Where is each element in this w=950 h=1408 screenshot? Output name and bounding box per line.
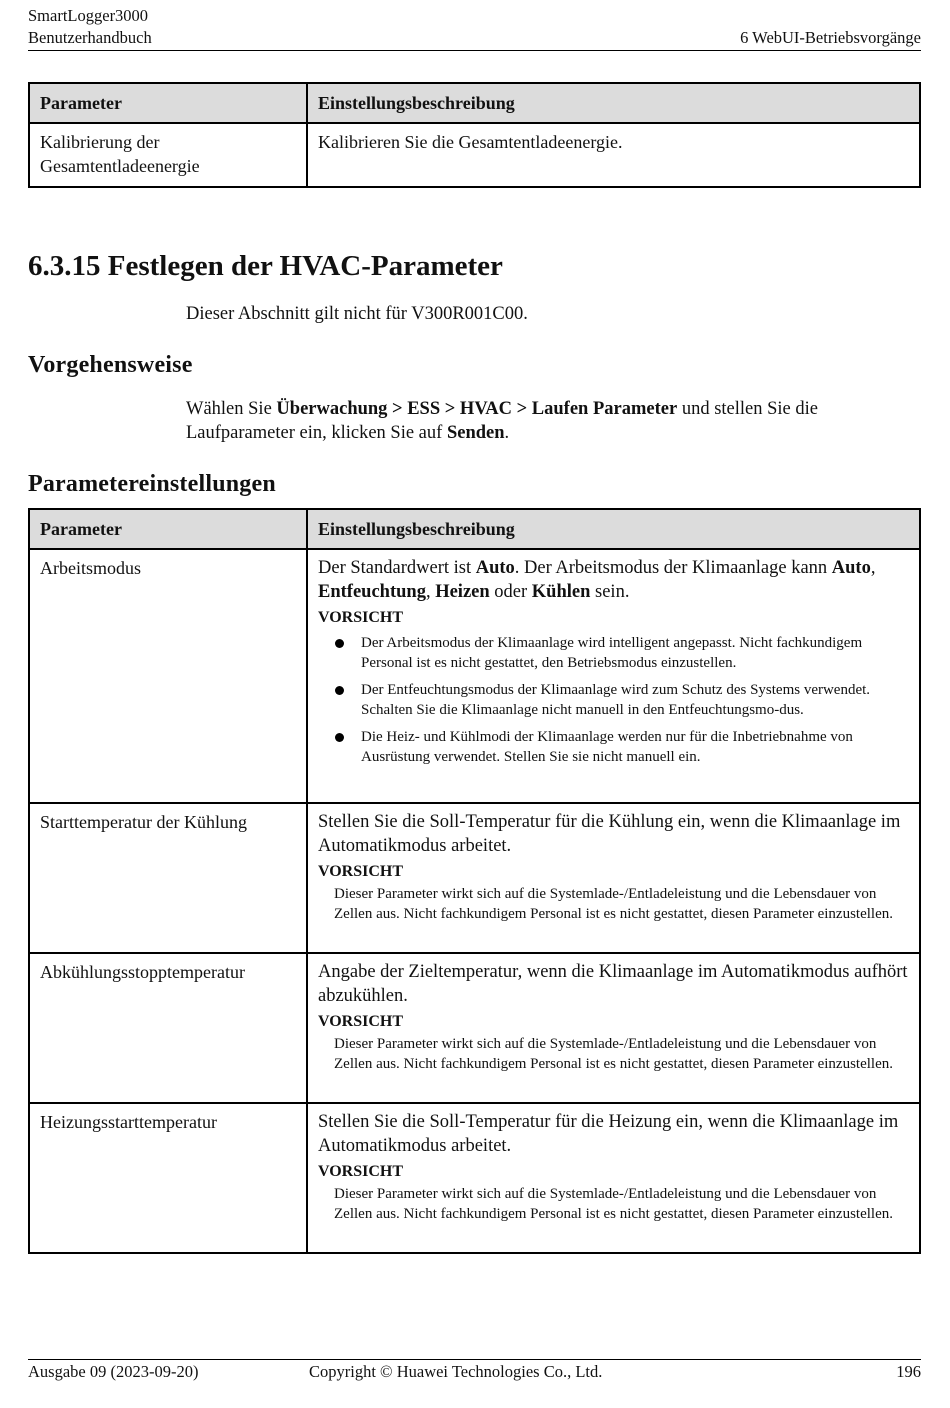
description-text: Angabe der Zieltemperatur, wenn die Klimaanlage im Automatikmodus aufhört abzukühlen. bbox=[318, 962, 908, 1006]
bullet-icon bbox=[335, 639, 344, 648]
caution-text: Dieser Parameter wirkt sich auf die Systemlade-/Entladeleistung und die Lebensdauer von Zellen aus. Nicht fachkundigem Personal ist es nicht gestattet, diesen Parameter einzustellen. bbox=[334, 1186, 893, 1222]
description-text: Stellen Sie die Soll-Temperatur für die Kühlung ein, wenn die Klimaanlage im Automatikmodus arbeitet. bbox=[318, 812, 901, 856]
page-header bbox=[28, 6, 921, 51]
parameter-cell: Arbeitsmodus bbox=[29, 549, 307, 803]
table-row bbox=[29, 123, 920, 187]
settings-heading: Parametereinstellungen bbox=[28, 471, 276, 497]
table-row bbox=[29, 549, 920, 803]
column-header-parameter: Parameter bbox=[29, 509, 307, 549]
caution-label: VORSICHT bbox=[318, 609, 404, 626]
list-item: Die Heiz- und Kühlmodi der Klimaanlage werden nur für die Inbetriebnahme von Ausrüstung verwendet. Stellen Sie sie nicht manuell ein. bbox=[318, 727, 909, 767]
procedure-text: Wählen Sie Überwachung > ESS > HVAC > Laufen Parameter und stellen Sie die Laufparameter ein, klicken Sie auf Senden. bbox=[186, 399, 818, 443]
table-header-row bbox=[29, 83, 920, 123]
product-name: SmartLogger3000 bbox=[28, 6, 149, 25]
issue-date: Ausgabe 09 (2023-09-20) bbox=[28, 1362, 199, 1381]
caution-list bbox=[318, 633, 909, 767]
chapter-title: 6 WebUI-Betriebsvorgänge bbox=[740, 28, 921, 47]
table-header-row bbox=[29, 509, 920, 549]
table-row bbox=[29, 953, 920, 1103]
section-note: Dieser Abschnitt gilt nicht für V300R001C00. bbox=[186, 304, 528, 324]
description-cell bbox=[307, 953, 920, 1103]
description-cell bbox=[307, 549, 920, 803]
menu-path: Überwachung > ESS > HVAC > Laufen Parameter bbox=[276, 399, 678, 419]
document-type: Benutzerhandbuch bbox=[28, 28, 152, 47]
description-text: Der Standardwert ist Auto. Der Arbeitsmodus der Klimaanlage kann Auto, Entfeuchtung, Heizen oder Kühlen sein. bbox=[318, 558, 876, 602]
caution-label: VORSICHT bbox=[318, 1013, 404, 1030]
description-text: Stellen Sie die Soll-Temperatur für die Heizung ein, wenn die Klimaanlage im Automatikmodus arbeitet. bbox=[318, 1112, 899, 1156]
page-footer bbox=[28, 1359, 921, 1381]
parameter-cell: Kalibrierung der Gesamtentladeenergie bbox=[29, 123, 307, 187]
parameter-cell: Starttemperatur der Kühlung bbox=[29, 803, 307, 953]
parameter-cell: Heizungsstarttemperatur bbox=[29, 1103, 307, 1253]
column-header-parameter: Parameter bbox=[29, 83, 307, 123]
calibration-table bbox=[28, 82, 921, 188]
description-cell bbox=[307, 1103, 920, 1253]
list-item: Der Entfeuchtungsmodus der Klimaanlage wird zum Schutz des Systems verwendet. Schalten Sie die Klimaanlage nicht manuell in den Entfeuchtungsmo-dus. bbox=[318, 680, 909, 720]
procedure-heading: Vorgehensweise bbox=[28, 352, 193, 378]
list-item: Der Arbeitsmodus der Klimaanlage wird intelligent angepasst. Nicht fachkundigem Personal ist es nicht gestattet, den Betriebsmodus einzustellen. bbox=[318, 633, 909, 673]
column-header-description: Einstellungsbeschreibung bbox=[307, 83, 920, 123]
table-row bbox=[29, 803, 920, 953]
send-label: Senden bbox=[446, 423, 505, 443]
bullet-icon bbox=[335, 686, 344, 695]
description-cell bbox=[307, 803, 920, 953]
description-cell: Kalibrieren Sie die Gesamtentladeenergie. bbox=[307, 123, 920, 187]
caution-text: Dieser Parameter wirkt sich auf die Systemlade-/Entladeleistung und die Lebensdauer von Zellen aus. Nicht fachkundigem Personal ist es nicht gestattet, diesen Parameter einzustellen. bbox=[334, 1036, 893, 1072]
page-number: 196 bbox=[896, 1362, 921, 1381]
parameter-cell: Abkühlungsstopptemperatur bbox=[29, 953, 307, 1103]
column-header-description: Einstellungsbeschreibung bbox=[307, 509, 920, 549]
caution-label: VORSICHT bbox=[318, 1163, 404, 1180]
caution-text: Dieser Parameter wirkt sich auf die Systemlade-/Entladeleistung und die Lebensdauer von Zellen aus. Nicht fachkundigem Personal ist es nicht gestattet, diesen Parameter einzustellen. bbox=[334, 886, 893, 922]
section-title: 6.3.15 Festlegen der HVAC-Parameter bbox=[28, 250, 503, 282]
caution-label: VORSICHT bbox=[318, 863, 404, 880]
bullet-icon bbox=[335, 733, 344, 742]
copyright: Copyright © Huawei Technologies Co., Ltd. bbox=[309, 1362, 603, 1381]
table-row bbox=[29, 1103, 920, 1253]
parameter-table bbox=[28, 508, 921, 1254]
